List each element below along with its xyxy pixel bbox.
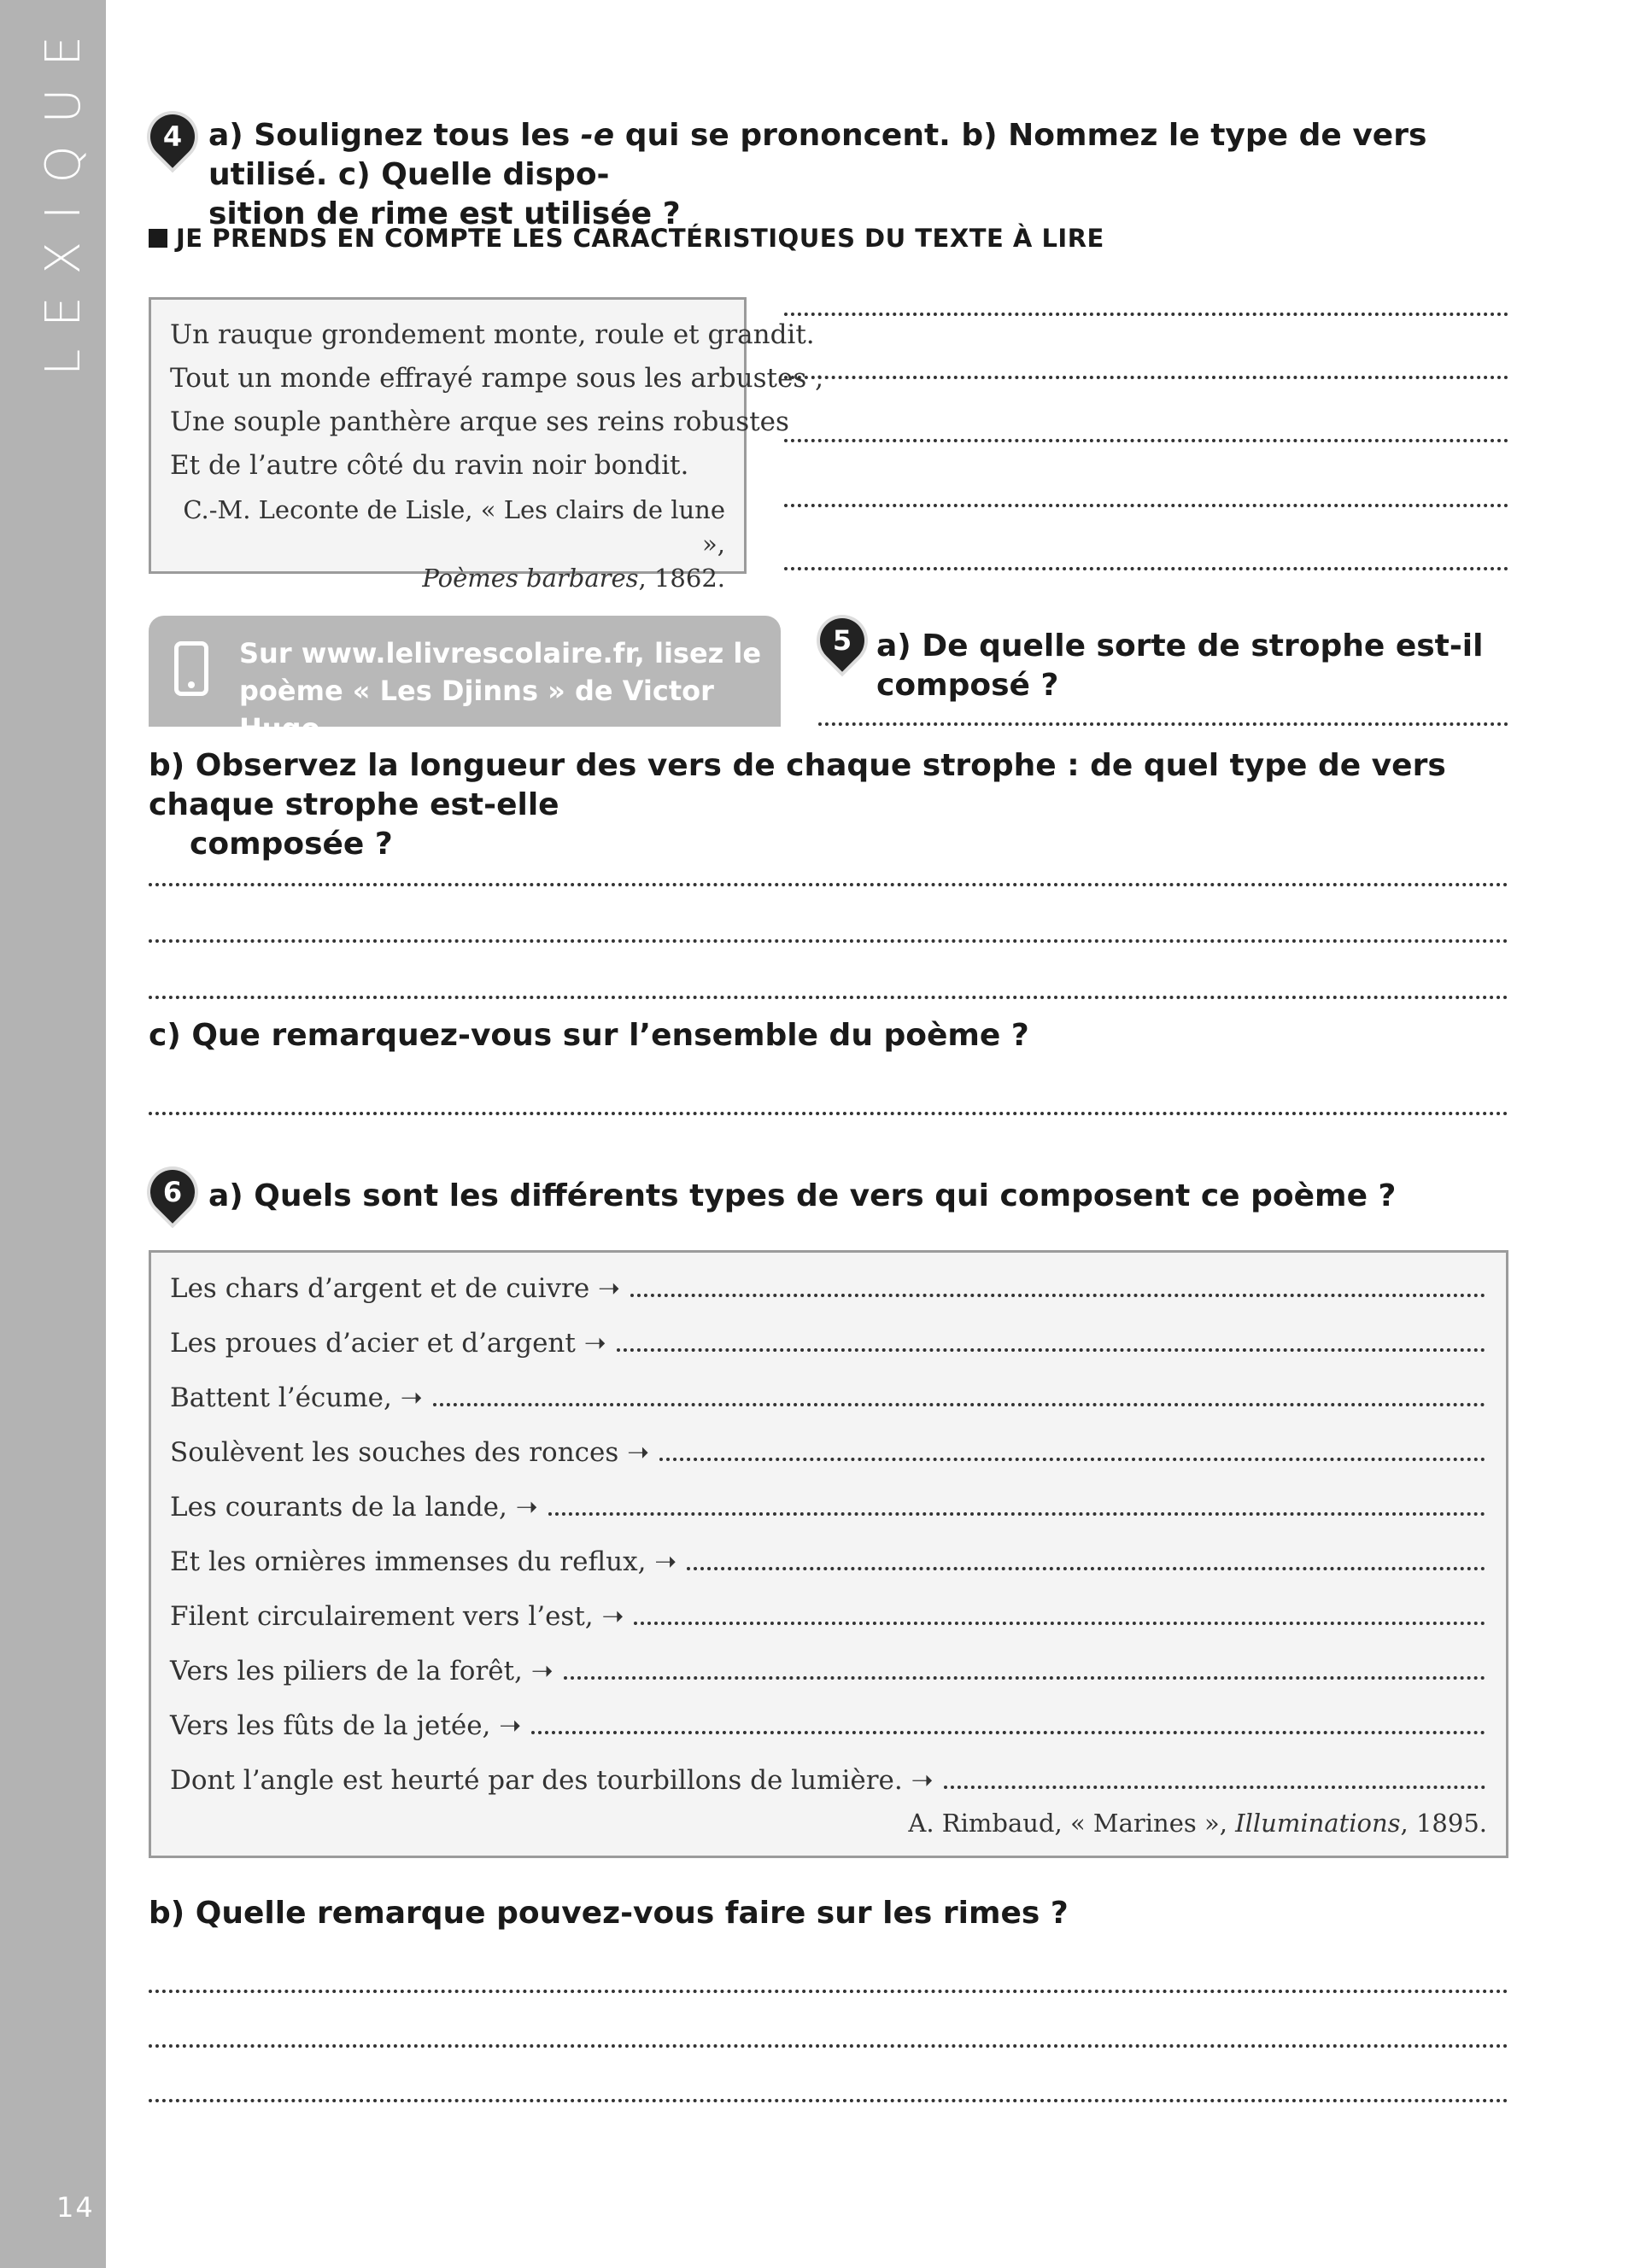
answer-line[interactable] — [784, 504, 1508, 507]
answer-line[interactable] — [149, 996, 1508, 999]
poem-answer-row: Dont l’angle est heurté par des tourbillons de lumière. ➝ — [170, 1745, 1485, 1799]
square-bullet-icon — [149, 229, 167, 248]
answer-line[interactable] — [531, 1731, 1485, 1734]
question-5a-text: a) De quelle sorte de strophe est-il composé ? — [876, 628, 1484, 703]
answer-line[interactable] — [818, 722, 1508, 726]
answer-line[interactable] — [784, 567, 1508, 570]
poem-answer-row: Les courants de la lande, ➝ — [170, 1471, 1485, 1526]
page-number: 14 — [56, 2191, 95, 2224]
question-4-text: a) Soulignez tous les -e qui se prononcent. b) Nommez le type de vers utilisé. c) Quelle dispo- sition de rime est utilisée ? — [208, 118, 1427, 231]
question-4-badge: 4 — [141, 105, 204, 168]
sidebar — [0, 0, 106, 2268]
poem-line: Un rauque grondement monte, roule et grandit. — [170, 319, 815, 350]
poem-answer-row: Les proues d’acier et d’argent ➝ — [170, 1307, 1485, 1362]
question-5c-text: c) Que remarquez-vous sur l’ensemble du poème ? — [149, 1018, 1029, 1053]
poem-source: C.-M. Leconte de Lisle, « Les clairs de lune », Poèmes barbares, 1862. — [183, 495, 725, 593]
answer-line[interactable] — [433, 1403, 1485, 1406]
question-5b-text: b) Observez la longueur des vers de chaque strophe : de quel type de vers chaque strophe est-elle composée ? — [149, 748, 1446, 862]
answer-line[interactable] — [149, 1112, 1508, 1115]
poem-box-leconte — [149, 297, 824, 593]
answer-line[interactable] — [659, 1458, 1485, 1461]
answer-line[interactable] — [149, 2044, 1508, 2048]
question-5-badge: 5 — [811, 609, 874, 672]
poem-line: Une souple panthère arque ses reins robustes — [170, 406, 789, 437]
poem-answer-row: Vers les piliers de la forêt, ➝ — [170, 1635, 1485, 1690]
poem-line: Tout un monde effrayé rampe sous les arbustes ; — [170, 363, 824, 394]
question-6a-text: a) Quels sont les différents types de vers qui composent ce poème ? — [208, 1178, 1397, 1213]
poem-answer-row: Battent l’écume, ➝ — [170, 1362, 1485, 1417]
poem-answer-row: Soulèvent les souches des ronces ➝ — [170, 1417, 1485, 1471]
answer-line[interactable] — [634, 1622, 1485, 1625]
tablet-icon — [174, 641, 208, 696]
poem-line: Et de l’autre côté du ravin noir bondit. — [170, 450, 689, 481]
question-6-badge: 6 — [141, 1160, 204, 1224]
answer-line[interactable] — [687, 1567, 1485, 1570]
answer-line[interactable] — [564, 1676, 1485, 1680]
answer-line[interactable] — [149, 1990, 1508, 1993]
sidebar-title: LEXIQUE — [36, 14, 91, 376]
poem-answer-row: Et les ornières immenses du reflux, ➝ — [170, 1526, 1485, 1581]
poem-source: A. Rimbaud, « Marines », Illuminations, 1895. — [908, 1809, 1487, 1838]
answer-line[interactable] — [149, 883, 1508, 886]
answer-line[interactable] — [784, 376, 1508, 379]
online-resource-text: Sur www.lelivrescolaire.fr, lisez le poème « Les Djinns » de Victor Hugo. — [239, 637, 762, 745]
poem-answer-row: Filent circulairement vers l’est, ➝ — [170, 1581, 1485, 1635]
answer-line[interactable] — [784, 439, 1508, 442]
poem-answer-row: Les chars d’argent et de cuivre ➝ — [170, 1253, 1485, 1307]
answer-line[interactable] — [149, 939, 1508, 943]
answer-line[interactable] — [617, 1348, 1485, 1352]
section-title: JE PRENDS EN COMPTE LES CARACTÉRISTIQUES DU TEXTE À LIRE — [149, 224, 1104, 253]
question-6b-text: b) Quelle remarque pouvez-vous faire sur les rimes ? — [149, 1896, 1069, 1931]
answer-line[interactable] — [548, 1512, 1485, 1516]
answer-line[interactable] — [149, 2099, 1508, 2102]
answer-line[interactable] — [944, 1786, 1485, 1789]
answer-line[interactable] — [784, 313, 1508, 316]
online-resource-box — [149, 616, 781, 745]
poem-answer-row: Vers les fûts de la jetée, ➝ — [170, 1690, 1485, 1745]
answer-line[interactable] — [630, 1294, 1485, 1297]
poem-box-rimbaud — [149, 1250, 1508, 1858]
